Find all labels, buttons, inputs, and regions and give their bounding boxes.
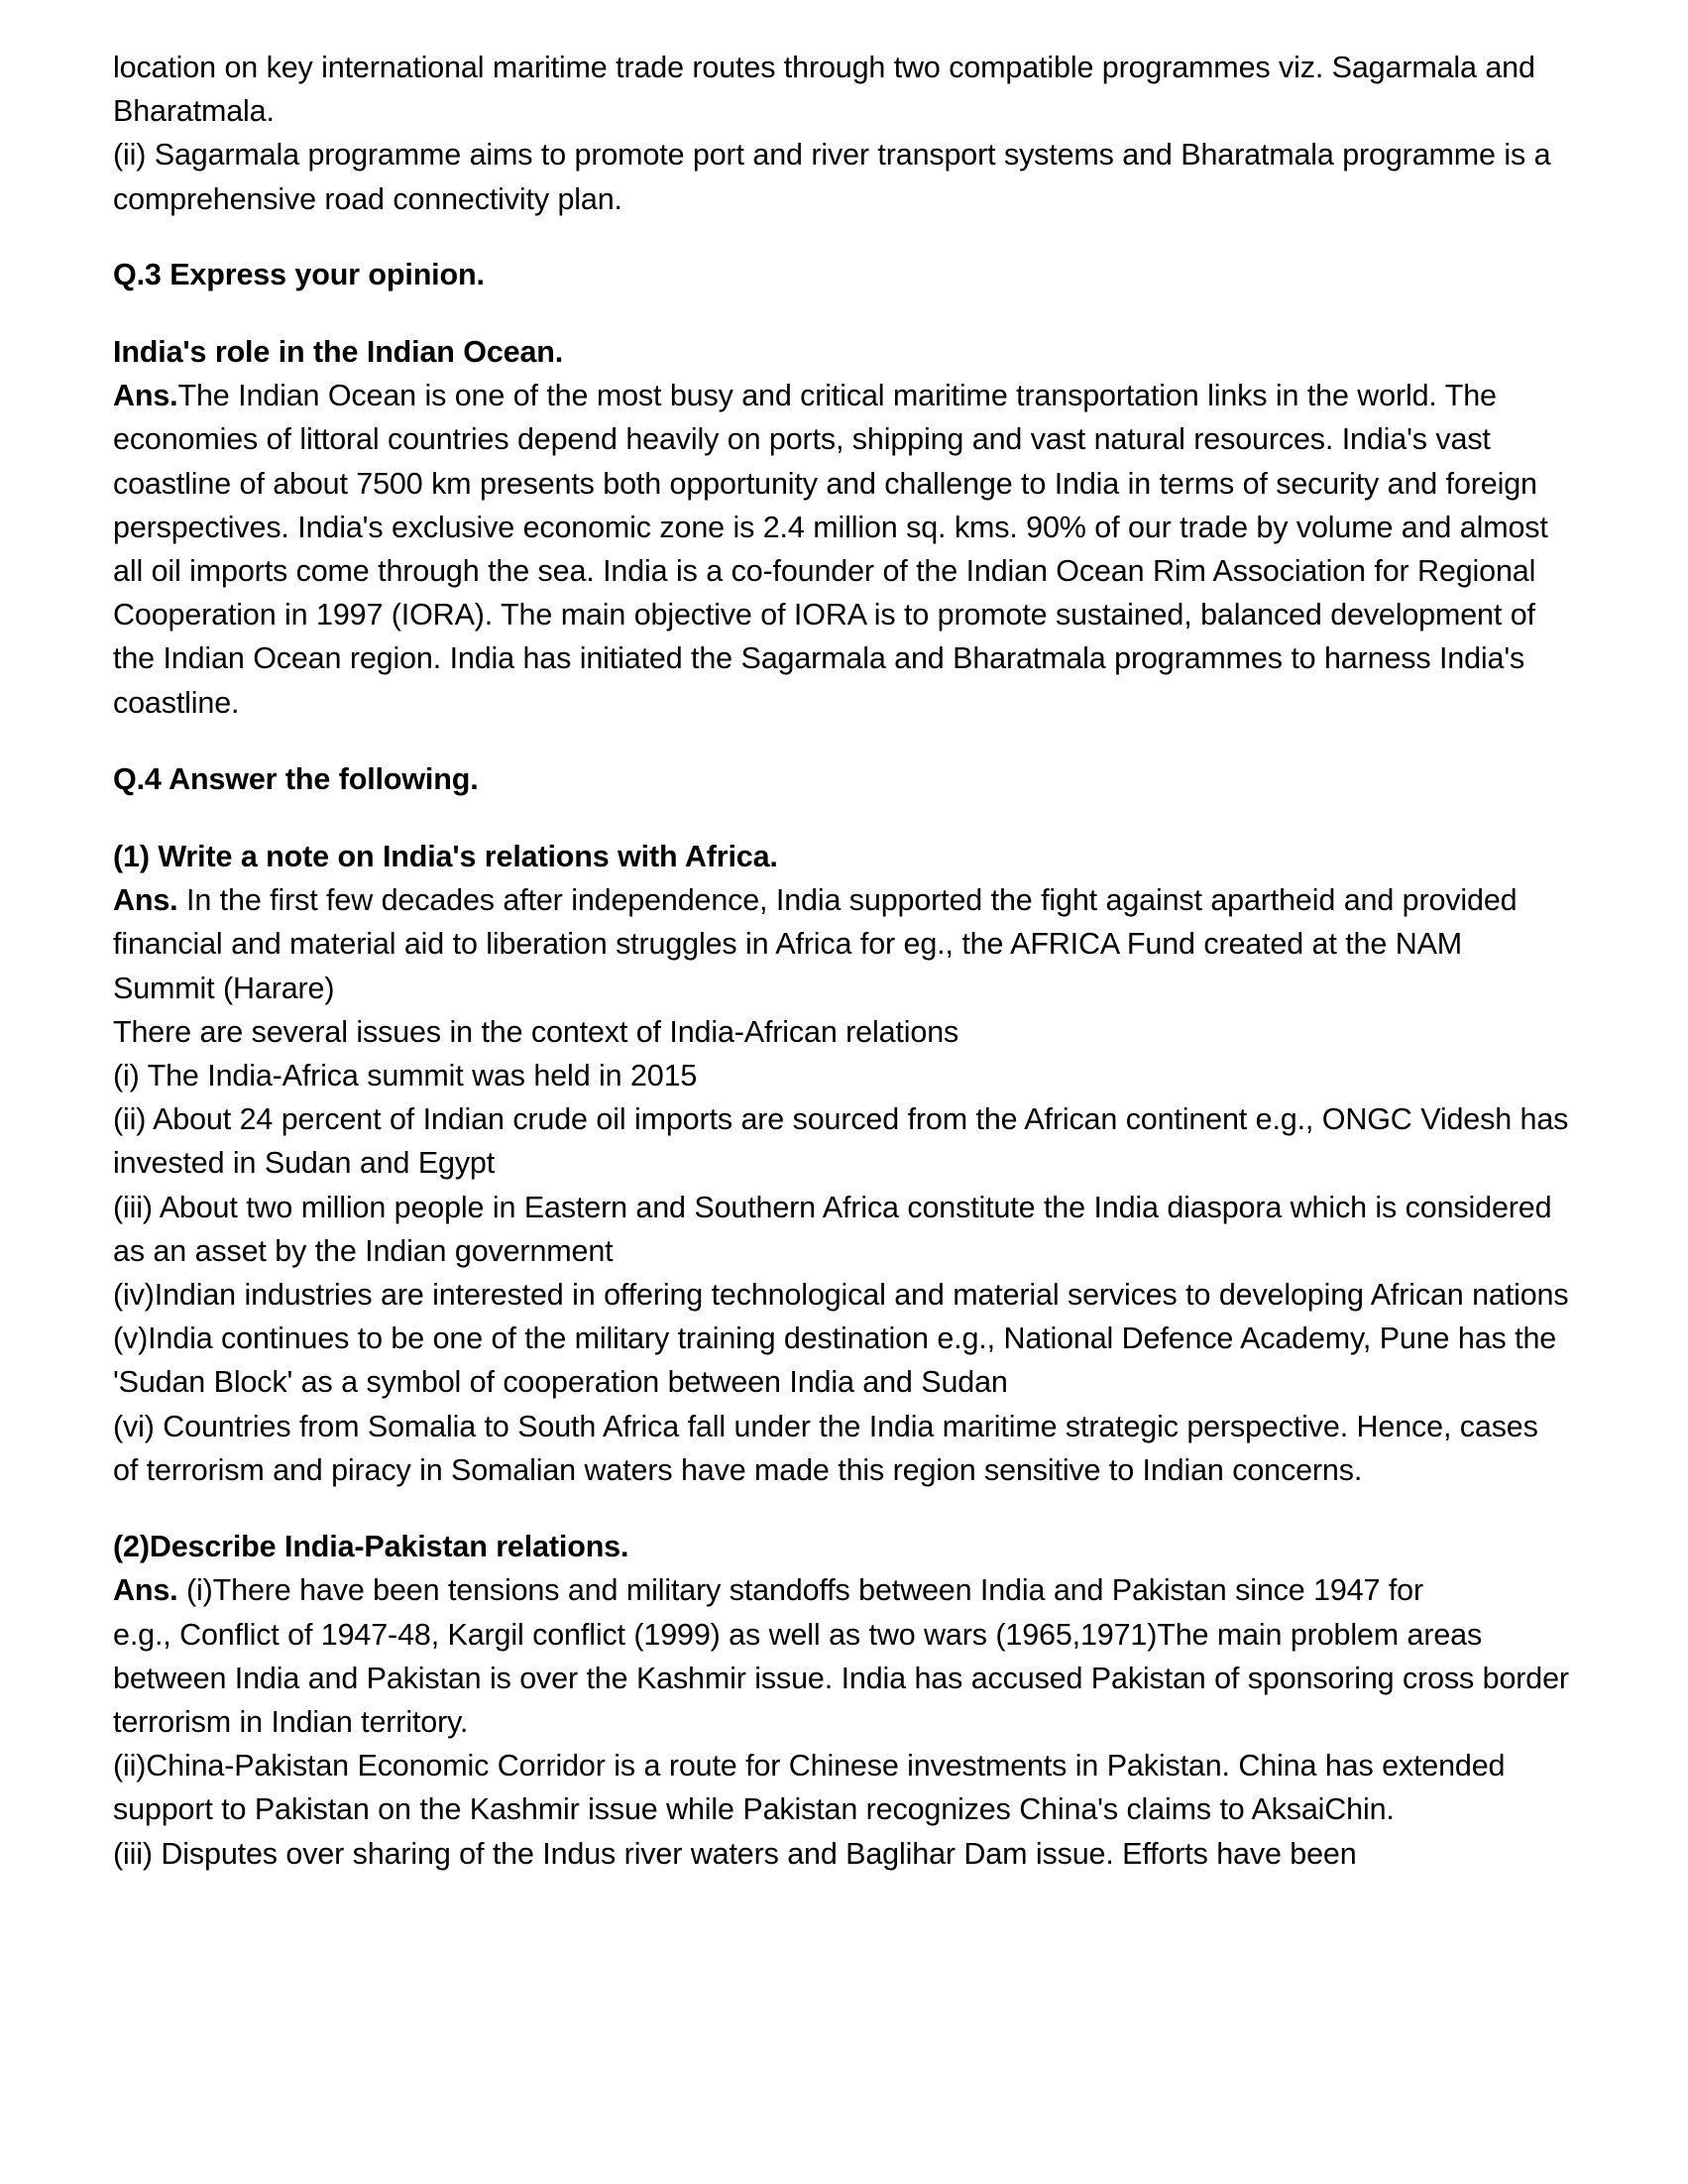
q4-item-1-line-6: (vi) Countries from Somalia to South Africa fall under the India maritime strategic perspective. Hence, cases of terrorism and piracy in Somalian waters have made this region sensitive to Indian concerns.	[113, 1409, 1538, 1487]
q4-item-1-answer	[113, 878, 1571, 1010]
q4-item-2-answer	[113, 1568, 1571, 1612]
q3-answer	[113, 374, 1571, 725]
q4-item-1-question: (1) Write a note on India's relations with Africa.	[113, 840, 778, 874]
q4-item-2-answer-label: Ans.	[113, 1573, 178, 1608]
q4-item-1-line-3: (iii) About two million people in Eastern and Southern Africa constitute the India diaspora which is considered as an asset by the Indian government	[113, 1190, 1552, 1268]
q4-item-2-question: (2)Describe India-Pakistan relations.	[113, 1530, 629, 1564]
q3-answer-text: The Indian Ocean is one of the most busy and critical maritime transportation links in the world. The economies of littoral countries depend heavily on ports, shipping and vast natural resources. India's vast coastline of about 7500 km presents both opportunity and challenge to India in terms of security and foreign perspectives. India's exclusive economic zone is 2.4 million sq. kms. 90% of our trade by volume and almost all oil imports come through the sea. India is a co-founder of the Indian Ocean Rim Association for Regional Cooperation in 1997 (IORA). The main objective of IORA is to promote sustained, balanced development of the Indian Ocean region. India has initiated the Sagarmala and Bharatmala programmes to harness India's coastline.	[113, 379, 1548, 720]
q4-item-2-line-2: (iii) Disputes over sharing of the Indus river waters and Baglihar Dam issue. Efforts have been	[113, 1836, 1357, 1871]
q4-item-1-answer-intro: In the first few decades after independence, India supported the fight against apartheid and provided financial and material aid to liberation struggles in Africa for eg., the AFRICA Fund created at the NAM Summit (Harare)	[113, 883, 1518, 1005]
q4-item-2-line-1: (ii)China-Pakistan Economic Corridor is a route for Chinese investments in Pakistan. China has extended support to Pakistan on the Kashmir issue while Pakistan recognizes China's claims to AksaiChin.	[113, 1749, 1506, 1827]
q3-heading: Q.3 Express your opinion.	[113, 257, 485, 291]
q4-item-1-line-1: (i) The India-Africa summit was held in 2015	[113, 1059, 698, 1093]
q4-heading: Q.4 Answer the following.	[113, 761, 479, 796]
continued-paragraph-line-b: (ii) Sagarmala programme aims to promote port and river transport systems and Bharatmala programme is a comprehensive road connectivity plan.	[113, 138, 1551, 216]
q4-item-2-answer-intro: (i)There have been tensions and military standoffs between India and Pakistan since 1947 for	[177, 1573, 1423, 1608]
document-body	[113, 46, 1571, 1876]
q4-item-2-line-0: e.g., Conflict of 1947-48, Kargil conflict (1999) as well as two wars (1965,1971)The main problem areas between India and Pakistan is over the Kashmir issue. India has accused Pakistan of sponsoring cross border terrorism in Indian territory.	[113, 1617, 1569, 1739]
q3-question-title: India's role in the Indian Ocean.	[113, 335, 564, 370]
q4-item-1-answer-label: Ans.	[113, 883, 178, 918]
continued-paragraph-line-a: location on key international maritime trade routes through two compatible programmes viz. Sagarmala and Bharatmala.	[113, 51, 1535, 129]
q3-answer-label: Ans.	[113, 379, 178, 413]
q4-item-1-line-5: (v)India continues to be one of the military training destination e.g., National Defence Academy, Pune has the 'Sudan Block' as a symbol of cooperation between India and Sudan	[113, 1322, 1557, 1400]
q4-item-1-line-2: (ii) About 24 percent of Indian crude oil imports are sourced from the African continent e.g., ONGC Videsh has invested in Sudan and Egypt	[113, 1102, 1569, 1181]
q4-item-1-line-4: (iv)Indian industries are interested in offering technological and material services to developing African nations	[113, 1278, 1569, 1313]
q4-item-1-line-0: There are several issues in the context of India-African relations	[113, 1014, 959, 1049]
